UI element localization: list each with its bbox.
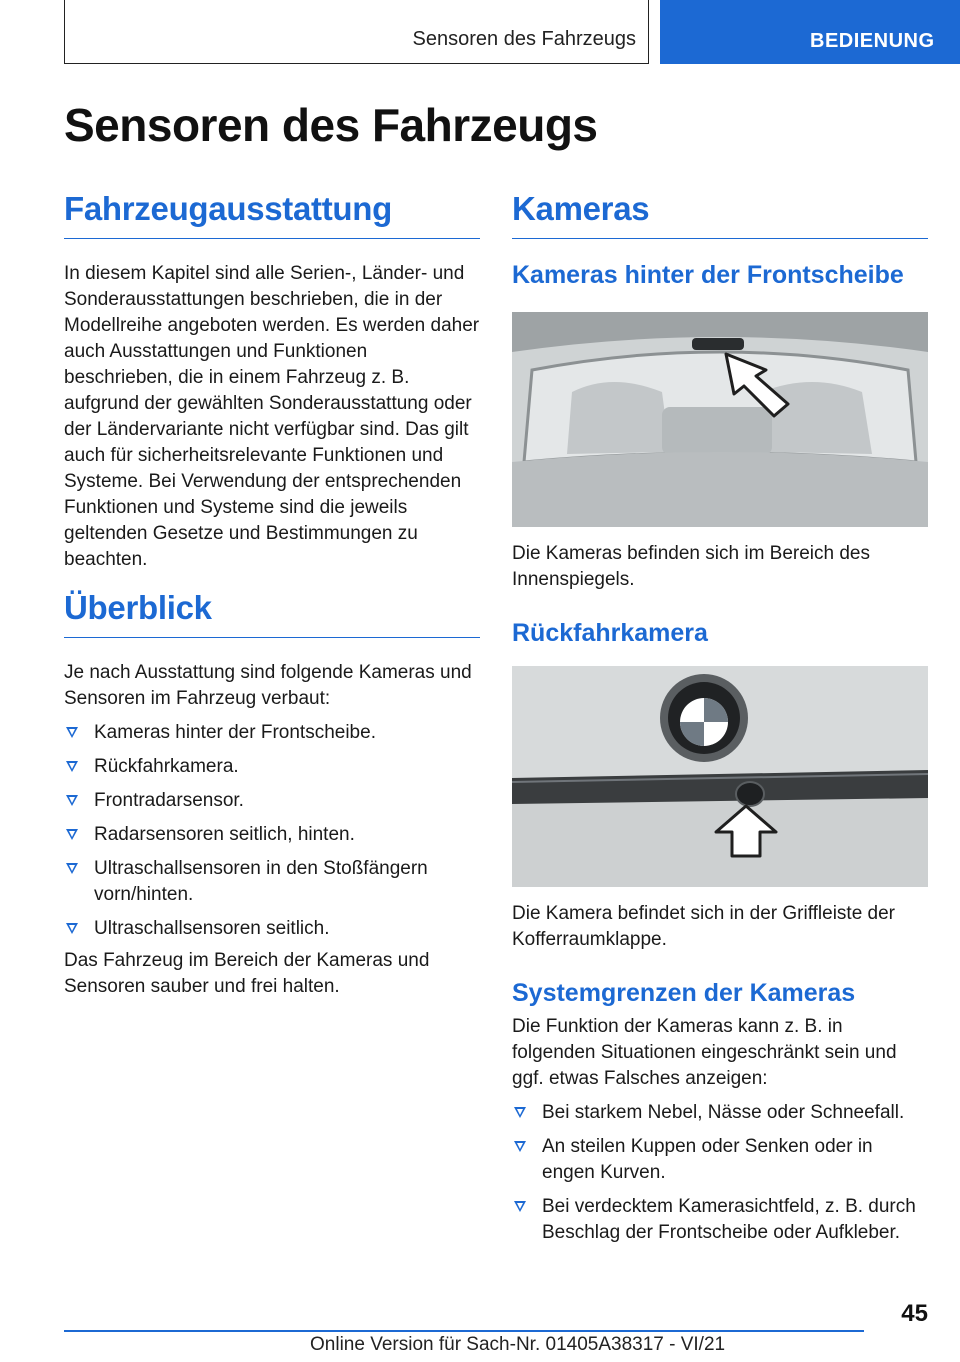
- paragraph-ueberblick-outro: Das Fahrzeug im Bereich der Kameras und Sensoren sauber und frei halten.: [64, 950, 430, 997]
- heading-rear-camera: Rückfahrkamera: [512, 619, 708, 647]
- windshield-camera-illustration: [512, 312, 928, 527]
- front-camera-image: [512, 312, 928, 527]
- camera-limits-list: [512, 1100, 928, 1246]
- caption-rear-camera: Die Kamera befindet sich in der Griffleiste der Kofferraumklappe.: [512, 903, 895, 950]
- triangle-bullet-icon: [66, 863, 78, 874]
- triangle-bullet-icon: [66, 761, 78, 772]
- triangle-bullet-icon: [66, 923, 78, 934]
- rear-camera-image: [512, 666, 928, 887]
- heading-front-cameras: Kameras hinter der Frontscheibe: [512, 261, 904, 289]
- triangle-bullet-icon: [514, 1107, 526, 1118]
- chapter-label: BEDIENUNG: [810, 30, 935, 52]
- triangle-bullet-icon: [66, 727, 78, 738]
- list-item: Kameras hinter der Frontscheibe.: [64, 720, 480, 746]
- heading-fahrzeugausstattung: Fahrzeugausstattung: [64, 190, 480, 239]
- paragraph-fahrzeugausstattung: In diesem Kapitel sind alle Serien-, Länder- und Sonderausstattungen beschrieben, die in der Modellreihe angeboten werden. Es werden daher auch Ausstattungen und Funktionen beschrieben, die in einem Fahrzeug z. B. aufgrund der gewählten Sonderausstattung oder der Ländervariante nicht verfügbar sind. Das gilt auch für sicherheitsrelevante Funktionen und Systeme. Bei Verwendung der entsprechenden Funktionen und Systeme sind die jeweils geltenden Gesetze und Bestimmungen zu beachten.: [64, 263, 480, 570]
- left-column: [64, 190, 480, 1000]
- triangle-bullet-icon: [514, 1201, 526, 1212]
- caption-front-cameras: Die Kameras befinden sich im Bereich des Innenspiegels.: [512, 543, 871, 590]
- header-frame: [64, 0, 649, 64]
- footer-online-version: Online Version für Sach-Nr. 01405A38317 - VI/21: [310, 1334, 726, 1355]
- triangle-bullet-icon: [514, 1141, 526, 1152]
- list-item: Frontradarsensor.: [64, 788, 480, 814]
- right-column: [512, 190, 928, 1246]
- list-item: Ultraschallsensoren seitlich.: [64, 916, 480, 942]
- list-item: Bei starkem Nebel, Nässe oder Schneefall.: [512, 1100, 928, 1126]
- list-item: Bei verdecktem Kamerasichtfeld, z. B. durch Beschlag der Frontscheibe oder Aufkleber.: [512, 1194, 928, 1246]
- heading-ueberblick: Überblick: [64, 589, 480, 638]
- list-item: Radarsensoren seitlich, hinten.: [64, 822, 480, 848]
- tailgate-camera-illustration: [512, 666, 928, 887]
- list-item: An steilen Kuppen oder Senken oder in engen Kurven.: [512, 1134, 928, 1186]
- list-item: Ultraschallsensoren in den Stoßfängern vorn/hinten.: [64, 856, 480, 908]
- list-item: Rückfahrkamera.: [64, 754, 480, 780]
- heading-camera-limits: Systemgrenzen der Kameras: [512, 979, 856, 1007]
- header-section-title: Sensoren des Fahrzeugs: [412, 28, 636, 50]
- triangle-bullet-icon: [66, 829, 78, 840]
- paragraph-ueberblick-intro: Je nach Ausstattung sind folgende Kameras und Sensoren im Fahrzeug verbaut:: [64, 662, 472, 709]
- heading-kameras: Kameras: [512, 190, 928, 239]
- paragraph-camera-limits-intro: Die Funktion der Kameras kann z. B. in folgenden Situationen eingeschränkt sein und ggf. etwas Falsches anzeigen:: [512, 1016, 897, 1089]
- page-title: Sensoren des Fahrzeugs: [64, 99, 598, 151]
- chapter-tab[interactable]: [660, 0, 960, 64]
- sensor-list: [64, 720, 480, 942]
- footer-divider: [64, 1330, 864, 1332]
- page-number: 45: [901, 1300, 928, 1327]
- triangle-bullet-icon: [66, 795, 78, 806]
